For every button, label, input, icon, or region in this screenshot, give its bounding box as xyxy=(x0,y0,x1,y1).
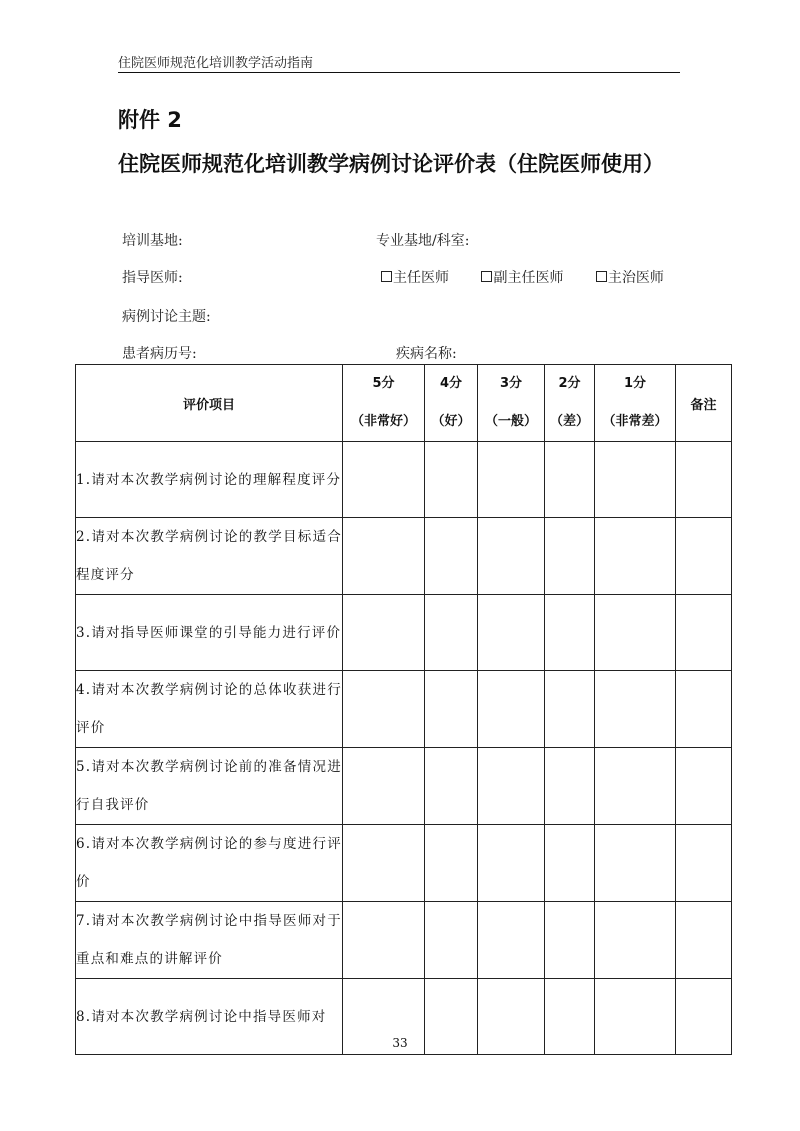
score-4-cell[interactable] xyxy=(425,902,478,979)
score-1-cell[interactable] xyxy=(595,748,676,825)
score-5-cell[interactable] xyxy=(343,442,425,518)
score-3-cell[interactable] xyxy=(478,902,545,979)
score-4-cell[interactable] xyxy=(425,442,478,518)
score-2-cell[interactable] xyxy=(545,595,595,671)
option-attending-physician[interactable] xyxy=(596,267,664,287)
score-2-header: 2分 （差） xyxy=(545,365,595,442)
item-text: 4.请对本次教学病例讨论的总体收获进行评价 xyxy=(76,671,343,748)
option-label: 主治医师 xyxy=(607,270,664,286)
score-3-cell[interactable] xyxy=(478,748,545,825)
score-1-cell[interactable] xyxy=(595,595,676,671)
item-text: 6.请对本次教学病例讨论的参与度进行评价 xyxy=(76,825,343,902)
item-text: 5.请对本次教学病例讨论前的准备情况进行自我评价 xyxy=(76,748,343,825)
header-rule xyxy=(118,72,680,73)
score-3-header: 3分 （一般） xyxy=(478,365,545,442)
score-1-cell[interactable] xyxy=(595,671,676,748)
option-chief-physician[interactable] xyxy=(381,267,449,287)
item-text: 1.请对本次教学病例讨论的理解程度评分 xyxy=(76,442,343,518)
remarks-cell[interactable] xyxy=(676,748,732,825)
score-2-cell[interactable] xyxy=(545,671,595,748)
score-4-cell[interactable] xyxy=(425,595,478,671)
option-associate-chief-physician[interactable] xyxy=(481,267,563,287)
score-5-cell[interactable] xyxy=(343,671,425,748)
remarks-cell[interactable] xyxy=(676,518,732,595)
score-1-header: 1分 （非常差） xyxy=(595,365,676,442)
score-2-cell[interactable] xyxy=(545,518,595,595)
score-2-cell[interactable] xyxy=(545,825,595,902)
score-5-header: 5分 （非常好） xyxy=(343,365,425,442)
score-4-header: 4分 （好） xyxy=(425,365,478,442)
score-5-cell[interactable] xyxy=(343,748,425,825)
instructor-field: 指导医师: xyxy=(122,270,183,286)
item-text: 8.请对本次教学病例讨论中指导医师对 xyxy=(76,979,343,1055)
page-number: 33 xyxy=(392,1036,408,1050)
table-row xyxy=(76,595,732,671)
score-3-cell[interactable] xyxy=(478,595,545,671)
item-text: 3.请对指导医师课堂的引导能力进行评价 xyxy=(76,595,343,671)
table-row xyxy=(76,442,732,518)
score-4-cell[interactable] xyxy=(425,748,478,825)
score-4-cell[interactable] xyxy=(425,671,478,748)
training-base-field: 培训基地: xyxy=(122,233,183,249)
remarks-cell[interactable] xyxy=(676,671,732,748)
evaluation-table xyxy=(75,364,732,1055)
remarks-cell[interactable] xyxy=(676,442,732,518)
score-3-cell[interactable] xyxy=(478,442,545,518)
checkbox-icon[interactable] xyxy=(381,271,392,282)
checkbox-icon[interactable] xyxy=(596,271,607,282)
score-1-cell[interactable] xyxy=(595,442,676,518)
score-1-cell[interactable] xyxy=(595,902,676,979)
item-text: 2.请对本次教学病例讨论的教学目标适合程度评分 xyxy=(76,518,343,595)
score-4-cell[interactable] xyxy=(425,825,478,902)
score-2-cell[interactable] xyxy=(545,902,595,979)
table-header-row xyxy=(76,365,732,442)
remarks-cell[interactable] xyxy=(676,825,732,902)
patient-record-field: 患者病历号: xyxy=(122,346,197,362)
table-row xyxy=(76,902,732,979)
remarks-cell[interactable] xyxy=(676,595,732,671)
score-5-cell[interactable] xyxy=(343,902,425,979)
option-label: 主任医师 xyxy=(393,270,449,286)
specialty-base-field: 专业基地/科室: xyxy=(376,233,470,249)
score-4-cell[interactable] xyxy=(425,518,478,595)
disease-name-field: 疾病名称: xyxy=(396,346,457,362)
item-text: 7.请对本次教学病例讨论中指导医师对于重点和难点的讲解评价 xyxy=(76,902,343,979)
instructor-options xyxy=(381,267,692,287)
option-label: 副主任医师 xyxy=(493,270,564,286)
attachment-label: 附件 2 xyxy=(118,108,182,132)
score-2-cell[interactable] xyxy=(545,748,595,825)
table-row xyxy=(76,671,732,748)
table-row xyxy=(76,825,732,902)
score-3-cell[interactable] xyxy=(478,825,545,902)
table-row xyxy=(76,518,732,595)
checkbox-icon[interactable] xyxy=(481,271,492,282)
running-header: 住院医师规范化培训教学活动指南 xyxy=(118,56,314,71)
remarks-cell[interactable] xyxy=(676,902,732,979)
score-1-cell[interactable] xyxy=(595,518,676,595)
item-header: 评价项目 xyxy=(76,365,343,442)
score-3-cell[interactable] xyxy=(478,518,545,595)
score-3-cell[interactable] xyxy=(478,671,545,748)
discussion-topic-field: 病例讨论主题: xyxy=(122,309,211,325)
score-2-cell[interactable] xyxy=(545,442,595,518)
document-title: 住院医师规范化培训教学病例讨论评价表（住院医师使用） xyxy=(118,152,664,176)
score-5-cell[interactable] xyxy=(343,595,425,671)
score-5-cell[interactable] xyxy=(343,825,425,902)
remarks-header: 备注 xyxy=(676,365,732,442)
table-row xyxy=(76,748,732,825)
score-1-cell[interactable] xyxy=(595,825,676,902)
score-5-cell[interactable] xyxy=(343,518,425,595)
